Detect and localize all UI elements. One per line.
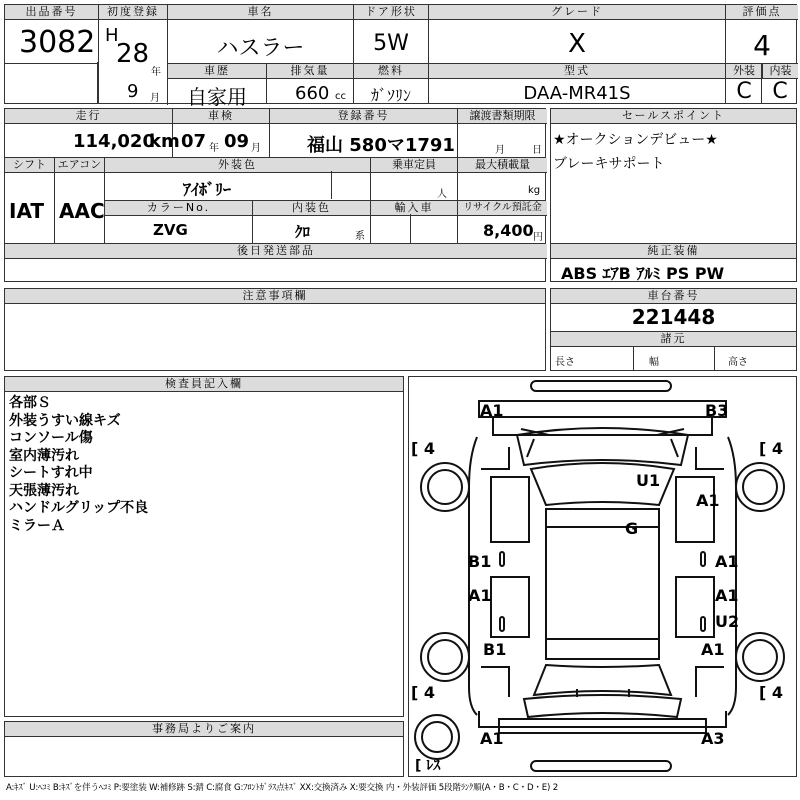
color-label: 外装色 [105,158,370,173]
import-label: 輸入車 [371,201,457,216]
ac-label: エアコン [55,158,104,173]
mark-left-quarter: B1 [483,640,507,659]
int-grade: C [772,79,788,104]
mark-front-left: A1 [480,401,504,420]
insp-year: 07 [181,131,207,152]
chassis-number: 221448 [631,305,716,329]
car-outline [409,377,796,776]
recycle-unit: 円 [533,232,543,243]
mark-right-front-door: A1 [715,552,739,571]
office-box [4,721,404,777]
intcolor-label: 内装色 [253,201,370,216]
mark-glass: G [625,519,639,538]
shift-label: シフト [5,158,54,173]
model-label: 型式 [429,64,725,79]
reg-number: 福山 580マ1791 [307,135,455,156]
mark-left-front-door: B1 [468,552,492,571]
score: 4 [753,29,771,62]
inspector-line-1: 各部Ｓ [9,395,51,411]
exterior-color: ｱｲﾎﾞﾘｰ [183,180,232,199]
fuel-label: 燃料 [354,64,428,79]
score-label: 評価点 [726,5,798,20]
reg-year: 28 [116,39,150,69]
inspector-label: 検査員記入欄 [5,377,403,392]
notes-box [4,288,546,371]
load-label: 最大積載量 [458,158,547,173]
mark-rear-left: A1 [480,729,504,748]
height-label: 高さ [728,357,748,368]
tire-rr-mark: [ 4 [759,683,784,702]
door-label: ドア形状 [354,5,428,20]
ext-label: 外装 [726,64,762,79]
tire-fr-mark: [ 4 [759,439,784,458]
mileage: 114,020 [73,131,155,152]
recycle-fee: 8,400 [483,221,534,240]
inspector-line-4: 室内薄汚れ [9,447,79,464]
disp-unit: cc [335,91,346,102]
recycle-label: リサイクル預託金 [458,201,547,216]
door-type: 5W [373,31,409,56]
specs-label: 諸元 [551,332,796,347]
capacity-label: 乗車定員 [371,158,457,173]
int-label: 内装 [762,64,798,79]
color-number: ZVG [153,221,188,239]
insp-month: 09 [224,131,250,152]
colorno-label: カラーNo. [105,201,252,216]
sales-point-label: セールスポイント [551,109,796,124]
reg-label: 登録番号 [270,109,457,124]
inspector-line-8: ミラーＡ [9,517,65,534]
year-unit: 年 [151,67,161,78]
intcolor-unit: 系 [355,231,365,242]
displacement: 660 [295,83,330,104]
tire-rl-mark: [ 4 [411,683,436,702]
equipment-label: 純正装備 [551,244,796,259]
era: H [105,25,119,46]
tire-fl-mark: [ 4 [411,439,436,458]
transfer-label: 譲渡書類期限 [458,109,547,124]
chassis-label: 車台番号 [551,289,796,304]
fuel: ｶﾞｿﾘﾝ [370,86,411,105]
mileage-unit: km [149,131,180,152]
reg-month: 9 [127,81,139,102]
lot-number: 3082 [19,25,96,60]
ext-grade: C [736,79,752,104]
spare-tire-mark: [ ﾚｽ [415,758,441,774]
inspector-line-7: ハンドルグリップ不良 [9,500,149,516]
chassis-box [550,288,797,371]
interior-color: ｸﾛ [295,223,311,241]
mark-rear-right: A3 [701,729,725,748]
equipment: ABS ｴｱB ｱﾙﾐ PS PW [561,264,725,283]
first-reg-label: 初度登録 [99,5,167,20]
sales-point-box [550,108,797,282]
lot-label: 出品番号 [5,5,98,20]
month-unit: 月 [150,93,160,104]
transfer-month-unit: 月 [495,145,505,156]
insp-year-unit: 年 [209,143,219,154]
inspector-line-6: 天張薄汚れ [9,482,79,499]
header-block [4,4,797,109]
mark-roof: U1 [636,471,661,490]
mark-right-rear-door-u: U2 [715,612,740,631]
model-code: DAA-MR41S [523,83,631,104]
legend: A:ｷｽﾞ U:ﾍｺﾐ B:ｷｽﾞを伴うﾍｺﾐ P:要塗装 W:補修跡 S:錆 C:腐食 G:ﾌﾛﾝﾄｶﾞﾗｽ点ｷｽﾞ XX:交換済み X:要交換 内・外装評価 5段階ﾗﾝｸ順(A・B・C・D・E) 2 [6,783,558,793]
grade-label: グレード [429,5,725,20]
width-label: 幅 [649,357,659,368]
inspector-line-3: コンソール傷 [9,430,93,446]
mark-left-rear-door: A1 [468,586,492,605]
mark-right-rear-door-a: A1 [715,586,739,605]
notes-label: 注意事項欄 [5,289,545,304]
history-label: 車歴 [168,64,266,79]
sales-point-line-1: ★オークションデビュー★ [553,132,718,148]
name-label: 車名 [168,5,353,20]
inspection-label: 車検 [173,109,269,124]
length-label: 長さ [555,357,575,368]
car-name: ハスラー [216,36,305,61]
car-history: 自家用 [187,85,247,109]
grade: X [568,29,586,59]
damage-diagram [408,376,797,777]
later-parts-label: 後日発送部品 [5,244,547,259]
mark-right-quarter: A1 [701,640,725,659]
mark-front-right: B3 [705,401,729,420]
load-unit: kg [528,185,541,196]
ac: AAC [59,199,105,223]
transfer-day-unit: 日 [532,145,542,156]
inspector-box [4,376,404,717]
shift: IAT [9,199,45,223]
mileage-label: 走行 [5,109,172,124]
disp-label: 排気量 [267,64,353,79]
sales-point-line-2: ブレーキサポート [553,156,665,172]
mark-right-fender: A1 [696,491,720,510]
details-block [4,108,546,282]
capacity-unit: 人 [437,189,447,200]
insp-month-unit: 月 [251,143,261,154]
office-label: 事務局よりご案内 [5,722,403,737]
inspector-line-5: シートすれ中 [9,465,93,481]
inspector-line-2: 外装うすい線キズ [9,412,121,429]
